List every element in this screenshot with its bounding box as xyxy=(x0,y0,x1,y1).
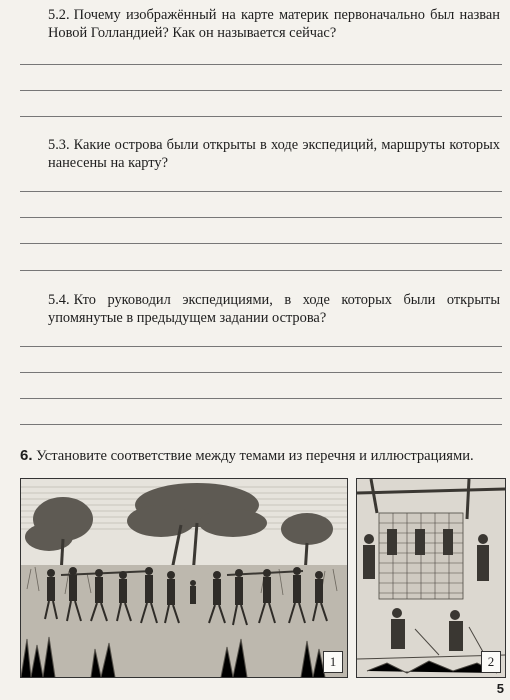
question-text: Почему изображённый на карте материк первоначально был назван Новой Голландией? Как он называется сейчас? xyxy=(48,7,500,41)
question-text: Кто руководил экспедициями, в ходе которых были открыты упомянутые в предыдущем задании острова? xyxy=(48,292,500,326)
question-5-4 xyxy=(48,291,500,327)
answer-line[interactable] xyxy=(20,217,502,218)
workshop-engraving xyxy=(357,479,505,677)
answer-line[interactable] xyxy=(20,243,502,244)
illustration-1 xyxy=(20,478,348,678)
page-number: 5 xyxy=(496,681,504,696)
answer-line[interactable] xyxy=(20,424,502,425)
illustration-2 xyxy=(356,478,506,678)
answer-line[interactable] xyxy=(20,398,502,399)
answer-line[interactable] xyxy=(20,191,502,192)
question-number: 5.4. xyxy=(48,292,70,308)
answer-line[interactable] xyxy=(20,116,502,117)
answer-line[interactable] xyxy=(20,90,502,91)
question-text: Какие острова были открыты в ходе экспедиций, маршруты которых нанесены на карту? xyxy=(48,137,500,171)
illustration-label: 1 xyxy=(323,651,343,673)
answer-line[interactable] xyxy=(20,270,502,271)
question-5-2 xyxy=(48,6,500,42)
task-6 xyxy=(20,447,505,465)
answer-line[interactable] xyxy=(20,64,502,65)
savanna-procession-engraving xyxy=(21,479,347,677)
question-5-3 xyxy=(48,136,500,172)
answer-line[interactable] xyxy=(20,346,502,347)
answer-line[interactable] xyxy=(20,372,502,373)
task-number: 6. xyxy=(20,447,33,464)
question-number: 5.3. xyxy=(48,137,70,153)
task-text: Установите соответствие между темами из перечня и иллюстрациями. xyxy=(36,448,474,464)
illustration-label: 2 xyxy=(481,651,501,673)
question-number: 5.2. xyxy=(48,7,70,23)
